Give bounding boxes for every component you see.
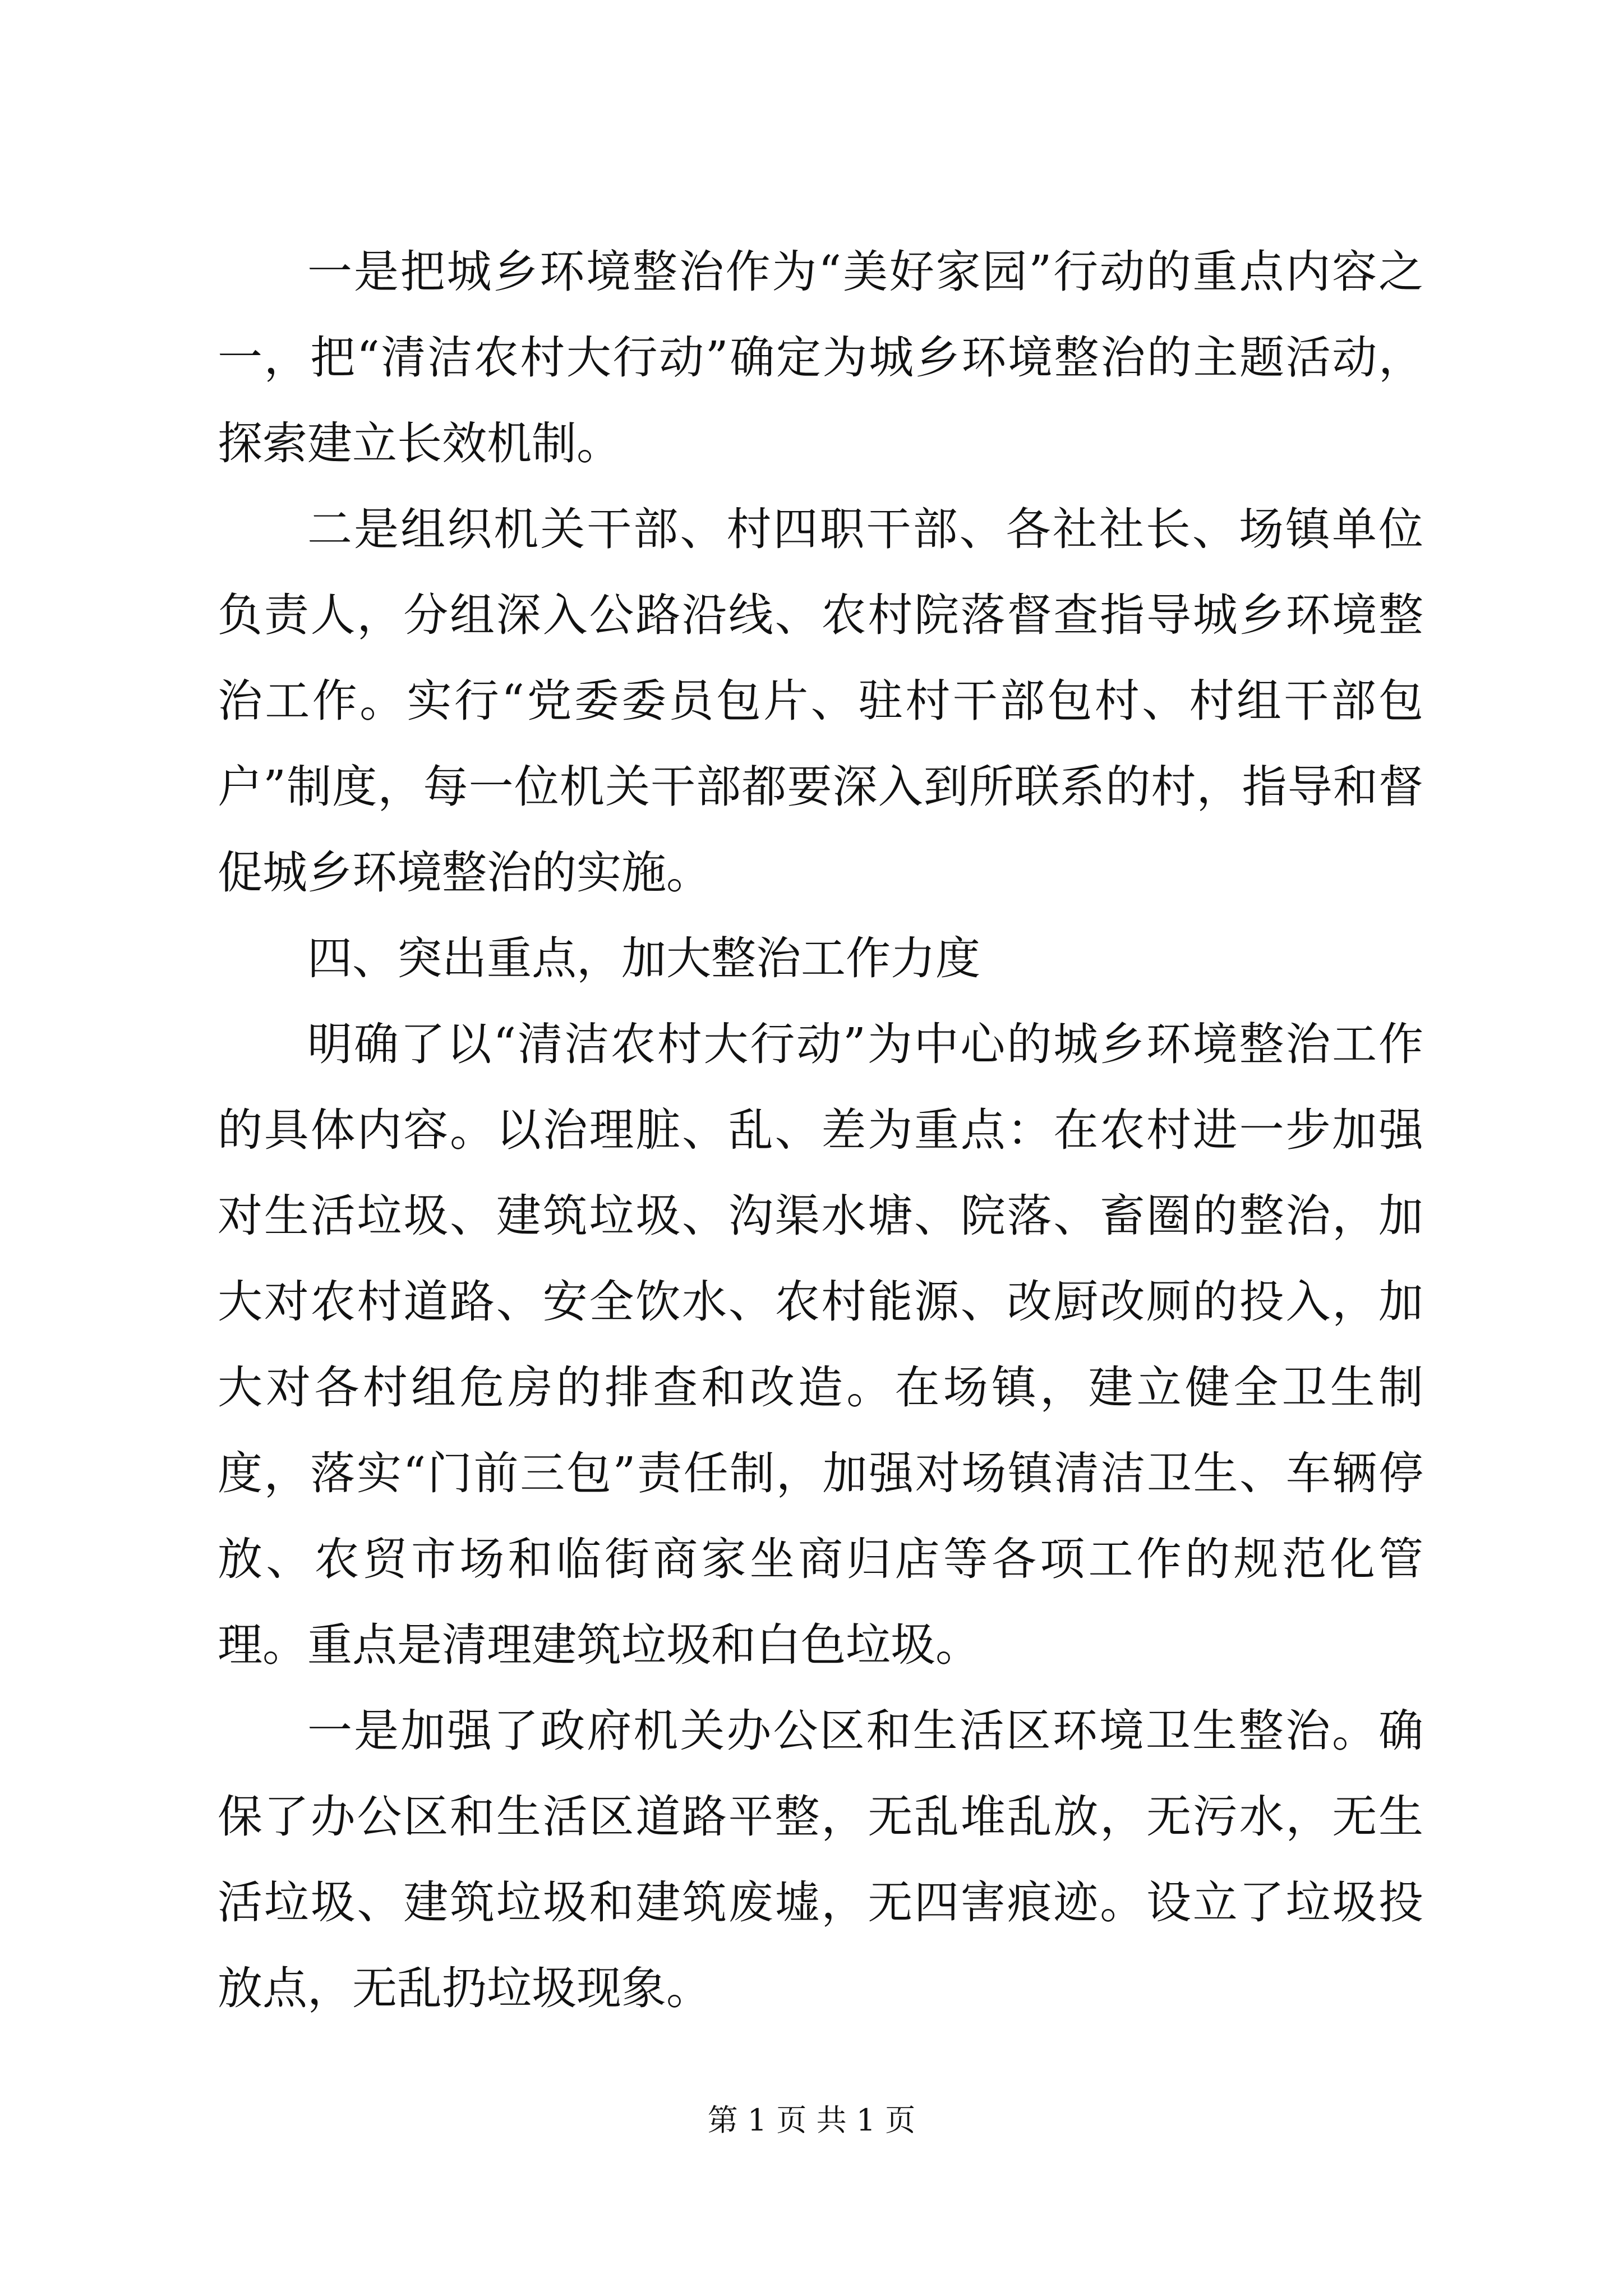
page-footer: 第 1 页 共 1 页 — [707, 2102, 916, 2138]
document-body — [218, 229, 1423, 2031]
paragraph-2: 二是组织机关干部、村四职干部、各社社长、场镇单位负责人，分组深入公路沿线、农村院落督查指导城乡环境整治工作。实行“党委委员包片、驻村干部包村、村组干部包户”制度，每一位机关干部都要深入到所联系的村，指导和督促城乡环境整治的实施。 — [218, 503, 1423, 899]
paragraph-3: 明确了以“清洁农村大行动”为中心的城乡环境整治工作的具体内容。以治理脏、乱、差为重点：在农村进一步加强对生活垃圾、建筑垃圾、沟渠水塘、院落、畜圈的整治，加大对农村道路、安全饮水、农村能源、改厨改厕的投入，加大对各村组危房的排查和改造。在场镇，建立健全卫生制度，落实“门前三包”责任制，加强对场镇清洁卫生、车辆停放、农贸市场和临街商家坐商归店等各项工作的规范化管理。重点是清理建筑垃圾和白色垃圾。 — [218, 1018, 1423, 1671]
section-heading: 四、突出重点，加大整治工作力度 — [307, 932, 980, 984]
paragraph-1: 一是把城乡环境整治作为“美好家园”行动的重点内容之一，把“清洁农村大行动”确定为城乡环境整治的主题活动，探索建立长效机制。 — [218, 246, 1423, 470]
paragraph-4: 一是加强了政府机关办公区和生活区环境卫生整治。确保了办公区和生活区道路平整，无乱堆乱放，无污水，无生活垃圾、建筑垃圾和建筑废墟，无四害痕迹。设立了垃圾投放点，无乱扔垃圾现象。 — [218, 1705, 1423, 2014]
